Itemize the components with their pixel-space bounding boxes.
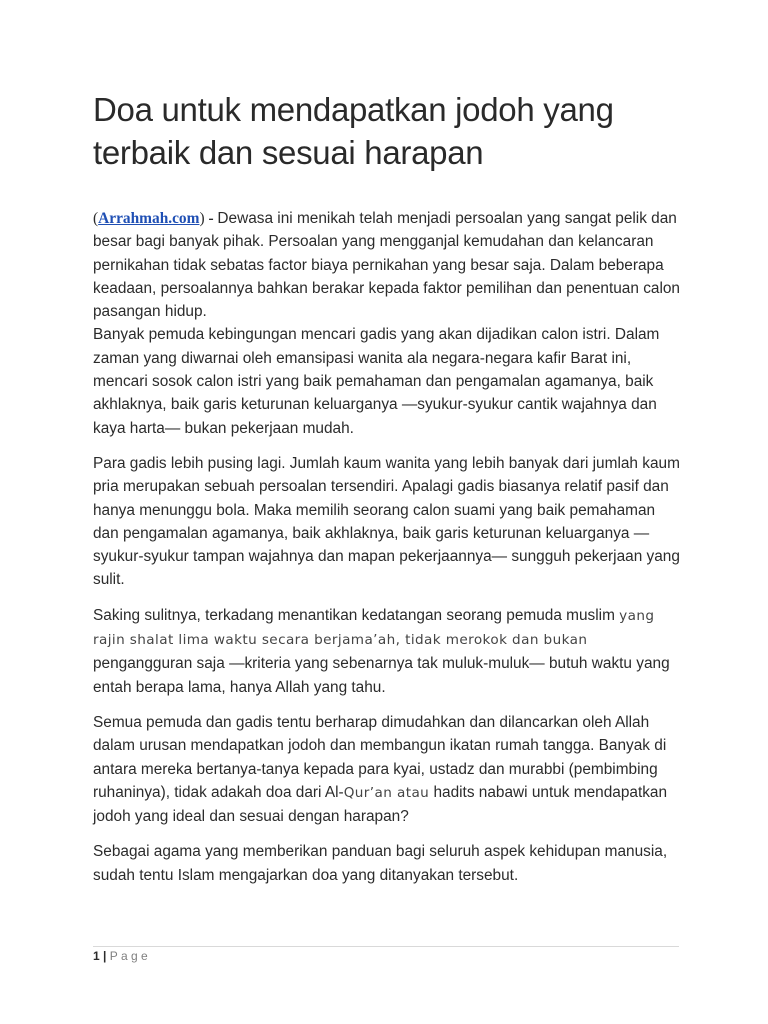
paragraph-saking-text-alt: yang rajin shalat lima waktu secara berjama’ah, tidak merokok dan bukan — [93, 607, 655, 649]
paragraph-saking-sulitnya — [93, 604, 681, 699]
paragraph-sebagai-agama: Sebagai agama yang memberikan panduan bagi seluruh aspek kehidupan manusia, sudah tentu Islam mengajarkan doa yang ditanyakan tersebut. — [93, 843, 668, 884]
source-close-paren: ) — [199, 210, 205, 227]
paragraph-pemuda: Banyak pemuda kebingungan mencari gadis yang akan dijadikan calon istri. Dalam zaman yang diwarnai oleh emansipasi wanita ala negara-negara kafir Barat ini, mencari sosok calon istri yang baik pemahaman dan pengamalan agamanya, baik akhlaknya, baik garis keturunan keluarganya —syukur-syukur cantik wajahnya dan kaya harta— bukan pekerjaan mudah. — [93, 326, 660, 437]
paragraph-intro-text: Dewasa ini menikah telah menjadi persoalan yang sangat pelik dan besar bagi banyak pihak. Persoalan yang mengganjal kemudahan dan kelancaran pernikahan tidak sebatas factor biaya pernikahan yang besar saja. Dalam beberapa keadaan, persoalannya bahkan berakar kepada faktor pemilihan dan penentuan calon pasangan hidup. — [93, 210, 680, 321]
source-dash: - — [204, 210, 218, 227]
paragraph-semua-pemuda — [93, 711, 681, 828]
paragraph-semua-text-alt: Qur’an atau — [343, 784, 430, 801]
document-page — [93, 88, 681, 887]
paragraph-intro — [93, 207, 681, 323]
page-number: 1 — [93, 949, 100, 963]
page-label: Page — [109, 949, 151, 963]
article-title: Doa untuk mendapatkan jodoh yang terbaik dan sesuai harapan — [93, 91, 614, 171]
paragraph-saking-text-a: Saking sulitnya, terkadang menantikan kedatangan seorang pemuda muslim — [93, 606, 620, 624]
page-separator: | — [103, 949, 107, 963]
paragraph-semua-text-b: hadits nabawi untuk mendapatkan jodoh yang ideal dan sesuai dengan harapan? — [93, 783, 668, 826]
footer-divider — [93, 946, 679, 947]
paragraph-gadis: Para gadis lebih pusing lagi. Jumlah kaum wanita yang lebih banyak dari jumlah kaum pria merupakan sebuah persoalan tersendiri. Apalagi gadis biasanya relatif pasif dan hanya menunggu bola. Maka memilih seorang calon suami yang baik pemahaman dan pengamalan agamanya, baik akhlaknya, baik garis keturunan keluarganya —syukur-syukur tampan wajahnya dan mapan pekerjaannya— sungguh pekerjaan yang sulit. — [93, 454, 680, 589]
source-open-paren: ( — [93, 210, 99, 227]
page-footer — [93, 948, 151, 964]
source-link[interactable]: Arrahmah.com — [98, 210, 200, 227]
paragraph-saking-text-b: pengangguran saja —kriteria yang sebenarnya tak muluk-muluk— butuh waktu yang entah berapa lama, hanya Allah yang tahu. — [93, 655, 670, 696]
paragraph-semua-text-a: Semua pemuda dan gadis tentu berharap dimudahkan dan dilancarkan oleh Allah dalam urusan mendapatkan jodoh dan membangun ikatan rumah tangga. Banyak di antara mereka bertanya-tanya kepada para kyai, ustadz dan murabbi (pembimbing ruhaninya), tidak adakah doa dari Al- — [93, 713, 667, 801]
